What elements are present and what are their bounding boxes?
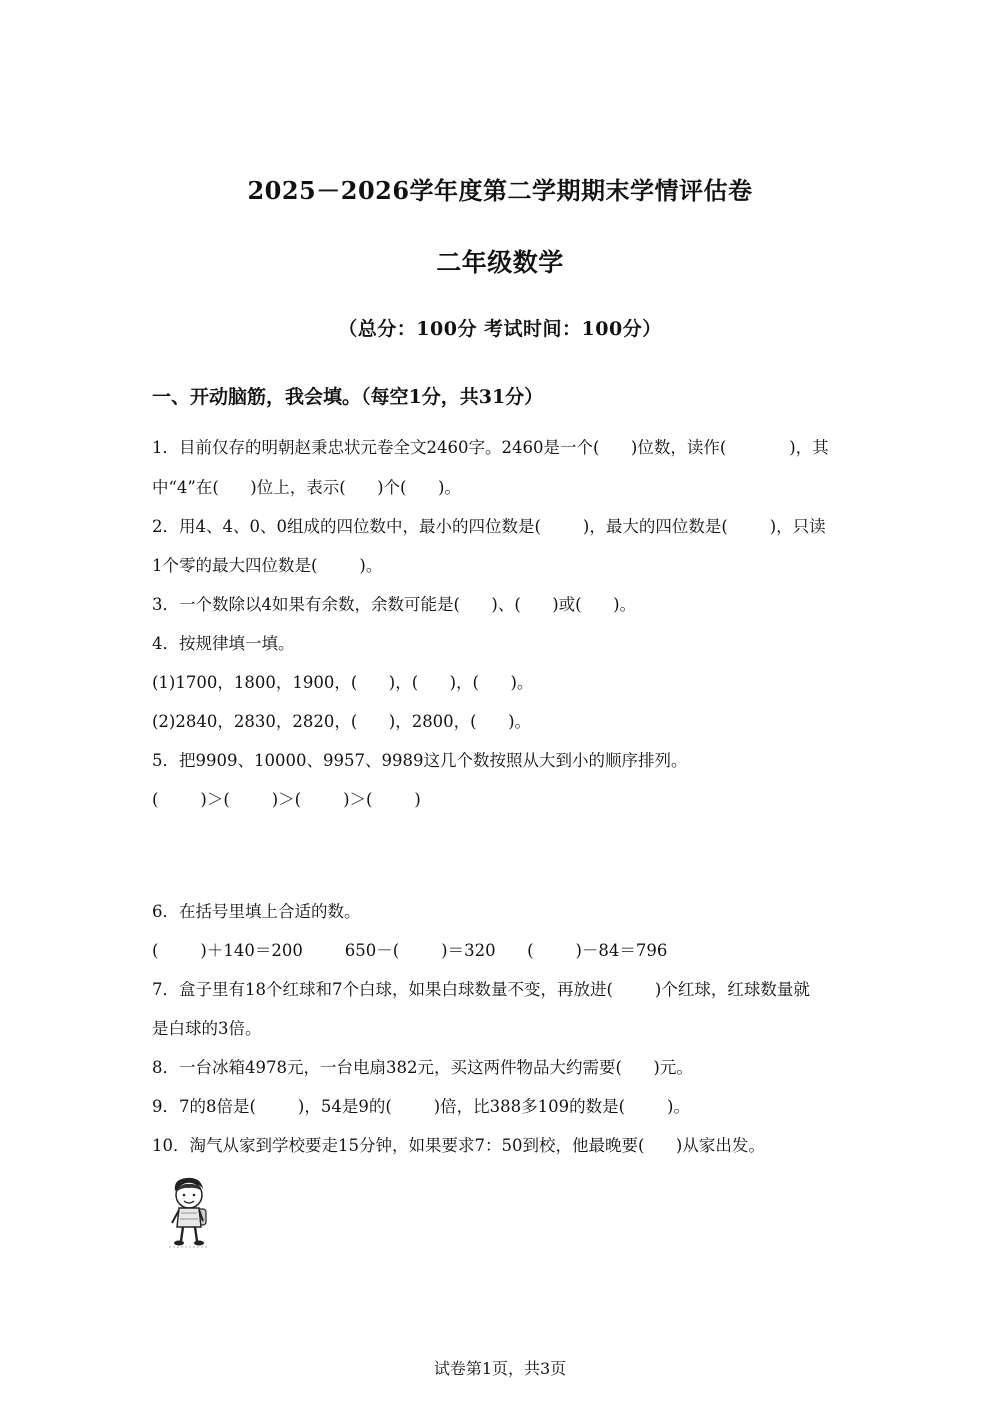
question-8: 8．一台冰箱4978元，一台电扇382元，买这两件物品大约需要( )元。 <box>152 1058 693 1077</box>
question-2-line-1: 2．用4、4、0、0组成的四位数中，最小的四位数是( )，最大的四位数是( )，只读 <box>152 517 826 536</box>
exam-subject: 二年级数学 <box>436 248 564 277</box>
exam-meta: （总分：100分 考试时间：100分） <box>338 318 662 340</box>
question-5: 5．把9909、10000、9957、9989这几个数按照从大到小的顺序排列。 <box>152 751 688 770</box>
question-9: 9．7的8倍是( )，54是9的( )倍，比388多109的数是( )。 <box>152 1097 690 1116</box>
question-4-part-1: (1)1700，1800，1900，( )，( )，( )。 <box>152 673 534 692</box>
exam-title: 2025－2026学年度第二学期期末学情评估卷 <box>247 176 753 205</box>
question-4-part-2: (2)2840，2830，2820，( )，2800，( )。 <box>152 712 532 731</box>
question-1-line-1: 1．目前仅存的明朝赵秉忠状元卷全文2460字。2460是一个( )位数，读作( )，其 <box>152 438 829 457</box>
question-6-answer-row: ( )＋140＝200 650－( )＝320 ( )－84＝796 <box>152 941 668 960</box>
question-4: 4．按规律填一填。 <box>152 634 295 653</box>
cartoon-boy-icon <box>163 1175 215 1250</box>
section-heading: 一、开动脑筋，我会填。（每空1分，共31分） <box>152 386 544 408</box>
question-5-answer-row: ( )＞( )＞( )＞( ) <box>152 790 421 809</box>
question-3: 3．一个数除以4如果有余数，余数可能是( )、( )或( )。 <box>152 595 637 614</box>
question-10: 10．淘气从家到学校要走15分钟，如果要求7：50到校，他最晚要( )从家出发。 <box>152 1136 765 1155</box>
question-7-line-2: 是白球的3倍。 <box>152 1019 262 1038</box>
question-7-line-1: 7．盒子里有18个红球和7个白球，如果白球数量不变，再放进( )个红球，红球数量就 <box>152 980 810 999</box>
question-6: 6．在括号里填上合适的数。 <box>152 902 361 921</box>
question-1-line-2: 中“4”在( )位上，表示( )个( )。 <box>152 478 461 497</box>
question-2-line-2: 1个零的最大四位数是( )。 <box>152 556 383 575</box>
page-footer: 试卷第1页，共3页 <box>433 1359 567 1378</box>
